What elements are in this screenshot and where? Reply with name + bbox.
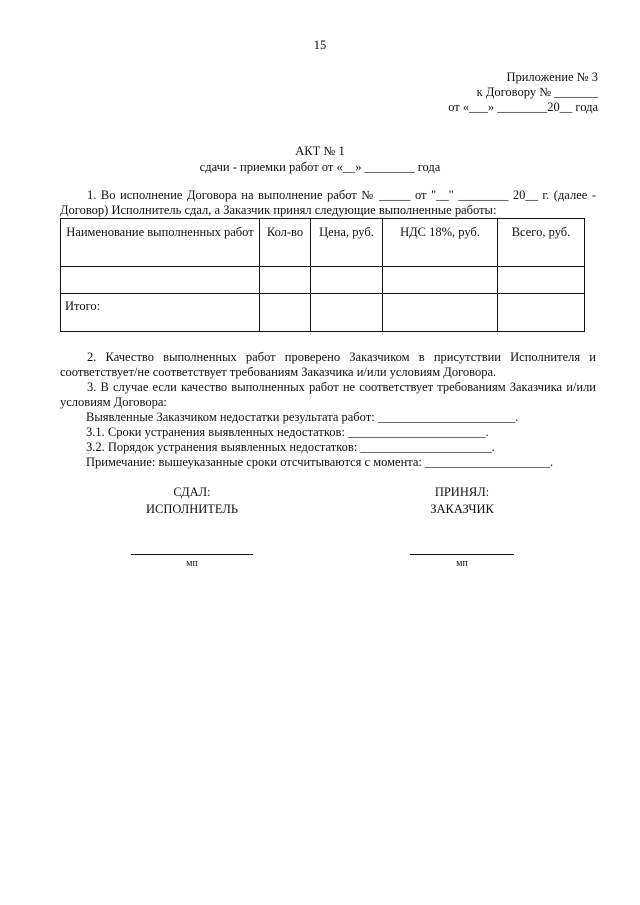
appendix-line-1: Приложение № 3 [506,70,598,84]
header-work-name: Наименование выполненных работ [61,219,260,267]
header-total: Всего, руб. [498,219,585,267]
clause-3-2: 3.2. Порядок устранения выявленных недостатков: _____________________. [86,440,495,454]
note-line: Примечание: вышеуказанные сроки отсчитываются с момента: ____________________. [86,455,554,469]
left-signature-block [112,484,272,518]
header-price: Цена, руб. [311,219,383,267]
table-header-row [61,219,585,267]
defects-line: Выявленные Заказчиком недостатки результата работ: ______________________. [86,410,519,424]
page-number: 15 [313,38,327,52]
customer-stamp-label: мп [456,558,468,569]
customer-label: ЗАКАЗЧИК [430,502,494,516]
customer-signature-line [410,554,514,555]
clause-3: 3. В случае если качество выполненных работ не соответствует требованиям Заказчика и/или условиям Договора: [60,380,596,409]
total-label: Итого: [61,294,260,332]
clause-2: 2. Качество выполненных работ проверено Заказчиком в присутствии Исполнителя и соответствует/не соответствует требованиям Заказчика и/или условиям Договора. [60,350,596,379]
clause-3-1: 3.1. Сроки устранения выявленных недостатков: ______________________. [86,425,489,439]
clause-1: 1. Во исполнение Договора на выполнение работ № _____ от "__" ________ 20__ г. (далее - Договор) Исполнитель сдал, а Заказчик принял следующие выполненные работы: [60,188,596,217]
act-title: АКТ № 1 [295,144,345,158]
header-quantity: Кол-во [260,219,311,267]
header-vat: НДС 18%, руб. [383,219,498,267]
appendix-line-3: от «___» ________20__ года [448,100,598,114]
appendix-line-2: к Договору № _______ [476,85,598,99]
works-table [60,218,585,332]
right-signature-block [382,484,542,518]
contractor-label: ИСПОЛНИТЕЛЬ [145,502,239,516]
accepted-label: ПРИНЯЛ: [434,485,490,499]
handed-over-label: СДАЛ: [173,485,211,499]
contractor-stamp-label: мп [186,558,198,569]
table-total-row [61,294,585,332]
contractor-signature-line [131,554,253,555]
act-subtitle: сдачи - приемки работ от «__» ________ года [199,160,441,174]
table-row [61,267,585,294]
